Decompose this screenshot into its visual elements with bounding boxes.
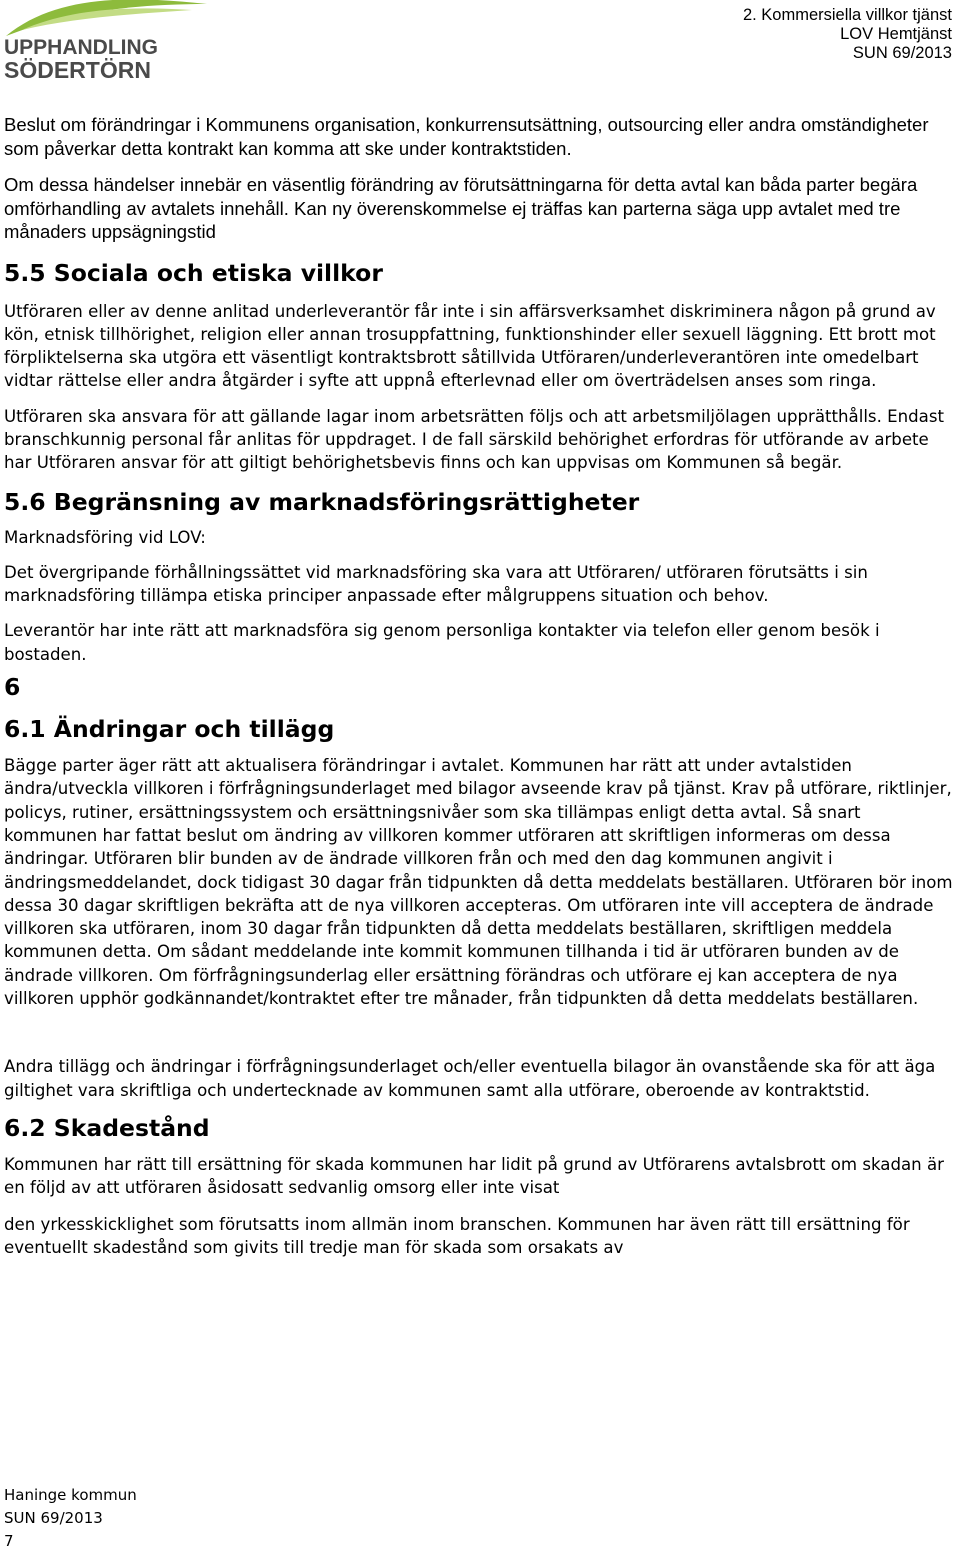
section-6-2-paragraph-2: den yrkesskicklighet som förutsatts inom allmän inom branschen. Kommunen har även rätt till ersättning för eventuellt skadestånd som givits till tredje man för skada som orsakats av [4,1214,910,1257]
intro-paragraph-1: Beslut om förändringar i Kommunens organisation, konkurrensutsättning, outsourcing eller andra omständigheter som påverkar detta kontrakt kan komma att ske under kontraktstiden. [4,114,929,159]
section-5-6-heading: 5.6 Begränsning av marknadsföringsrättigheter [4,487,640,516]
header-reference: SUN 69/2013 [852,44,952,62]
section-6-1-paragraph-2: Andra tillägg och ändringar i förfrågningsunderlaget och/eller eventuella bilagor än ovanstående ska för att äga giltighet vara skriftliga och undertecknade av kommunen samt alla utförare, oberoende av kontraktstid. [4,1057,936,1100]
document-header [743,6,952,63]
section-5-6-paragraph-2: Det övergripande förhållningssättet vid marknadsföring ska vara att Utföraren/ utföraren förutsätts i sin marknadsföring tillämpa etiska principer anpassade efter målgruppens situation och behov. [4,562,868,606]
header-document-title: 2. Kommersiella villkor tjänst [742,6,952,24]
section-6-heading: 6 [4,673,21,702]
section-5-5-heading: 5.5 Sociala och etiska villkor [4,258,383,287]
header-subtitle: LOV Hemtjänst [840,25,952,43]
section-5-5-paragraph-1: Utföraren eller av denne anlitad underleverantör får inte i sin affärsverksamhet diskriminera någon på grund av kön, etnisk tillhörighet, religion eller annan trosuppfattning, funktionshinder eller sexuell läggning. Ett brott mot förpliktelserna ska utgöra ett väsentligt kontraktsbrott såtillvida Utföraren/underleverantören inte omedelbart vidtar rättelse eller andra åtgärder i syfte att uppnå efterlevnad eller om överträdelsen anses som ringa. [4,301,936,391]
section-6-1-paragraph-1: Bägge parter äger rätt att aktualisera förändringar i avtalet. Kommunen har rätt att under avtalstiden ändra/utveckla villkoren i förfrågningsunderlaget med bilagor avseende krav på tjänst. Krav på utförare, riktlinjer, policys, rutiner, ersättningssystem och ersättningsnivåer som ska tillämpas enligt detta avtal. Så snart kommunen har fattat beslut om ändring av villkoren kommer utföraren att skriftligen informeras om dessa ändringar. Utföraren blir bunden av de ändrade villkoren från och med den dag kommunen angivit i ändringsmeddelandet, dock tidigast 30 dagar från tidpunkten då detta meddelats beställaren. Utföraren bör inom dessa 30 dagar skriftligen bekräfta att de nya villkoren accepteras. Om utföraren inte vill acceptera de ändrade villkoren ska utföraren, inom 30 dagar från tidpunkten då detta meddelats beställaren, skriftligen meddela kommunen detta. Om sådant meddelande inte kommit kommunen tillhanda i tid är utföraren bunden av de ändrade villkoren. Om förfrågningsunderlag eller ersättning förändras och utförare ej kan acceptera de nya villkoren upphör godkännandet/kontraktet efter tre månader, från tidpunkten då detta meddelats beställaren. [4,756,953,1009]
document-footer [4,1484,137,1553]
logo-graphic [2,0,212,82]
footer-organization: Haninge kommun [4,1486,137,1504]
logo-leaf-dark [6,0,207,36]
section-6-2-heading: 6.2 Skadestånd [4,1113,210,1142]
section-6-1-heading: 6.1 Ändringar och tillägg [4,715,335,744]
intro-paragraph-2: Om dessa händelser innebär en väsentlig förändring av förutsättningarna för detta avtal kan båda parter begära omförhandling av avtalets innehåll. Kan ny överenskommelse ej träffas kan parterna säga upp avtalet med tre månaders uppsägningstid [4,174,918,242]
document-body [4,113,958,1259]
section-5-5-paragraph-2: Utföraren ska ansvara för att gällande lagar inom arbetsrätten följs och att arbetsmiljölagen upprätthålls. Endast branschkunnig personal får anlitas för uppdraget. I de fall särskild behörighet erfordras för utförande av arbete har Utföraren ansvar för att giltigt behörighetsbevis finns och kan uppvisas om Kommunen så begär. [4,406,944,473]
logo-text-line2: SÖDERTÖRN [4,57,151,82]
logo-text-line1: UPPHANDLING [4,36,159,59]
footer-page-number: 7 [4,1532,14,1550]
section-5-6-paragraph-3: Leverantör har inte rätt att marknadsföra sig genom personliga kontakter via telefon eller genom besök i bostaden. [4,621,880,664]
footer-reference: SUN 69/2013 [4,1509,103,1527]
section-6-2-paragraph-1: Kommunen har rätt till ersättning för skada kommunen har lidit på grund av Utförarens avtalsbrott om skadan är en följd av att utföraren åsidosatt sedvanlig omsorg eller inte visat [4,1154,944,1198]
upphandling-sodertorn-logo [2,0,212,82]
section-5-6-paragraph-1: Marknadsföring vid LOV: [4,527,206,547]
